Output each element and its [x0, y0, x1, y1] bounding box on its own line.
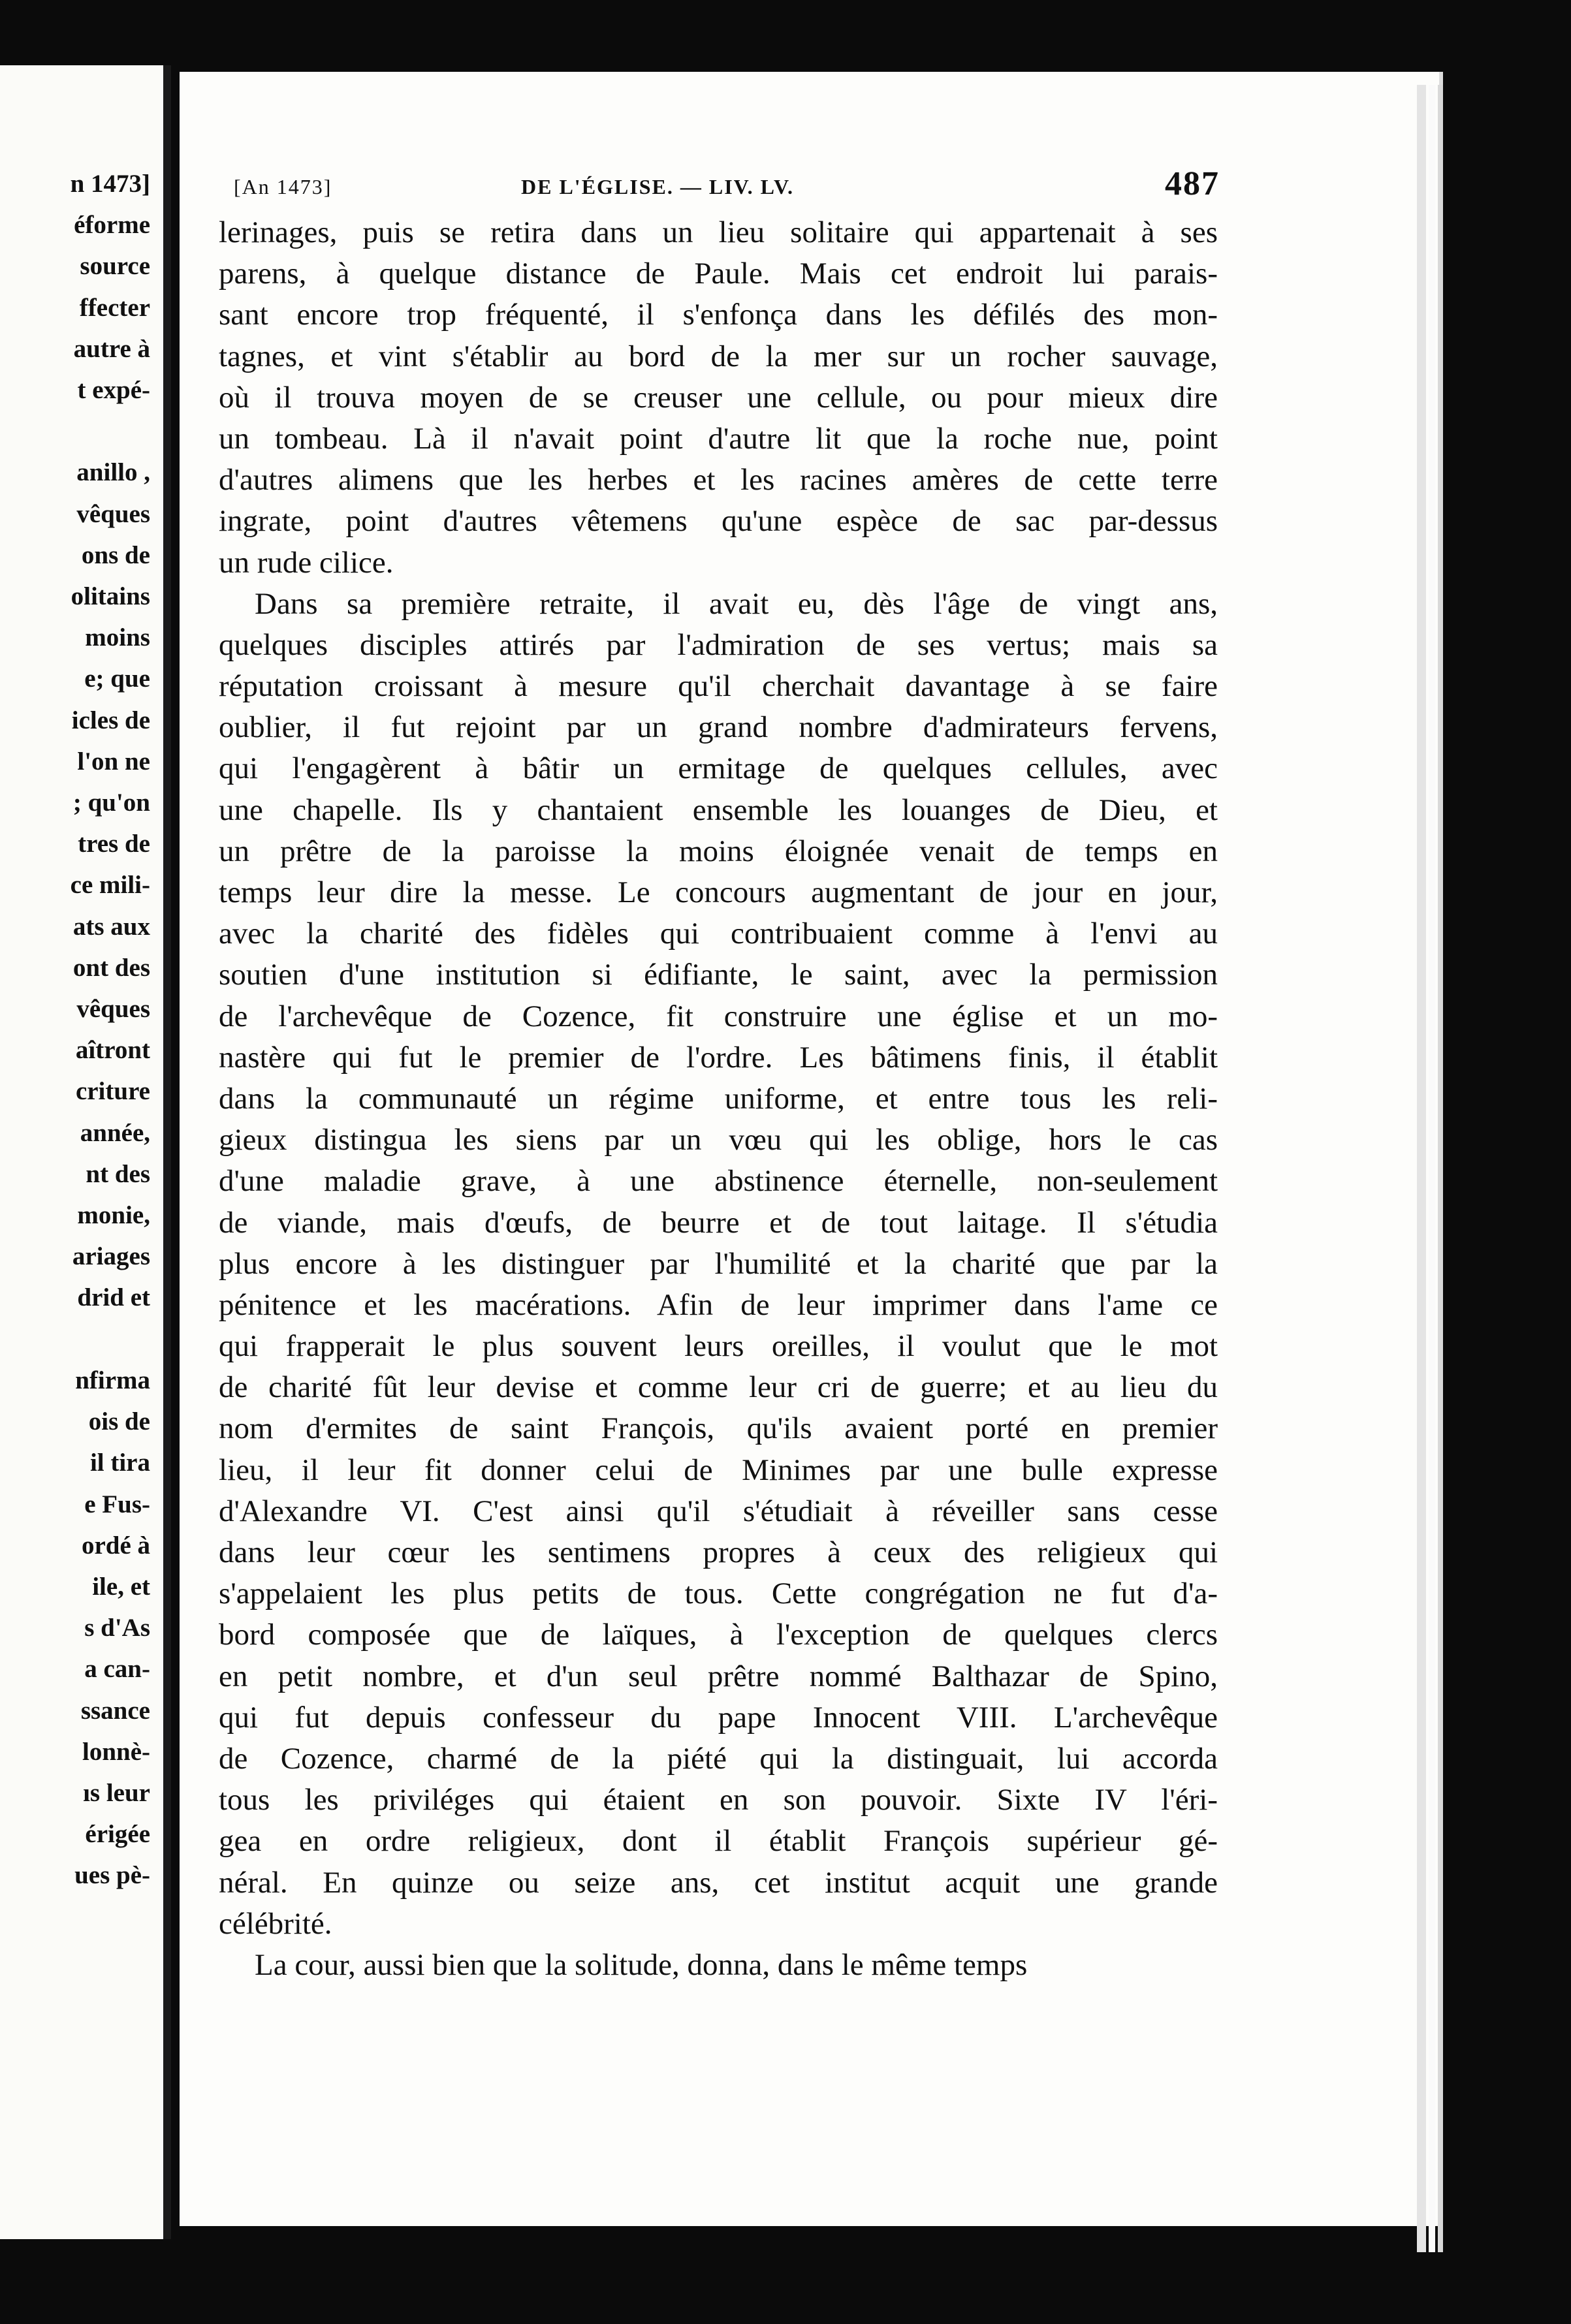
left-page-line: ois de	[88, 1407, 150, 1436]
left-page-line: n 1473]	[70, 170, 150, 198]
body-line: de charité fût leur devise et comme leur cri de guerre; et au lieu du	[219, 1370, 1218, 1405]
left-page-line: icles de	[71, 706, 150, 734]
body-line: Dans sa première retraite, il avait eu, dès l'âge de vingt ans,	[255, 586, 1218, 621]
left-page-line: source	[80, 252, 150, 281]
left-page-line: ffecter	[79, 293, 150, 322]
left-page-line: monie,	[77, 1201, 150, 1230]
page-edge	[1417, 85, 1426, 2252]
body-line: un prêtre de la paroisse la moins éloignée venait de temps en	[219, 834, 1218, 868]
body-line: d'autres alimens que les herbes et les racines amères de cette terre	[219, 463, 1218, 497]
body-line: réputation croissant à mesure qu'il cherchait davantage à se faire	[219, 669, 1218, 704]
body-line: soutien d'une institution si édifiante, le saint, avec la permission	[219, 958, 1218, 992]
left-page-line: lonnè-	[82, 1737, 150, 1766]
left-page-line: e; que	[84, 665, 150, 693]
left-page-line: autre à	[73, 334, 150, 363]
body-line: nastère qui fut le premier de l'ordre. Les bâtimens finis, il établit	[219, 1040, 1218, 1075]
left-page-line: ile, et	[92, 1572, 150, 1601]
body-line: lerinages, puis se retira dans un lieu solitaire qui appartenait à ses	[219, 215, 1218, 249]
left-page-line: criture	[75, 1077, 150, 1106]
page-number: 487	[1165, 165, 1220, 202]
body-line: ingrate, point d'autres vêtemens qu'une espèce de sac par-dessus	[219, 504, 1218, 539]
left-page-fragment	[0, 65, 171, 2239]
running-head-title: DE L'ÉGLISE. — LIV. LV.	[521, 175, 795, 198]
body-line: La cour, aussi bien que la solitude, donna, dans le même temps	[255, 1947, 1028, 1982]
body-line: qui l'engagèrent à bâtir un ermitage de quelques cellules, avec	[219, 751, 1218, 786]
body-line: de Cozence, charmé de la piété qui la distinguait, lui accorda	[219, 1741, 1218, 1776]
left-page-line: éforme	[74, 211, 150, 240]
body-line: qui frapperait le plus souvent leurs oreilles, il voulut que le mot	[219, 1329, 1218, 1364]
left-page-line: ont des	[72, 953, 150, 982]
body-line: tous les priviléges qui étaient en son pouvoir. Sixte IV l'éri-	[219, 1783, 1218, 1817]
body-line: en petit nombre, et d'un seul prêtre nommé Balthazar de Spino,	[219, 1659, 1218, 1693]
left-page-line: a can-	[84, 1655, 150, 1684]
body-line: temps leur dire la messe. Le concours augmentant de jour en jour,	[219, 875, 1218, 909]
left-page-line: drid et	[77, 1283, 150, 1312]
body-line: de viande, mais d'œufs, de beurre et de tout laitage. Il s'étudia	[219, 1205, 1218, 1240]
left-page-line: ats aux	[72, 912, 150, 941]
body-line: lieu, il leur fit donner celui de Minimes par une bulle expresse	[219, 1452, 1218, 1487]
body-line: dans la communauté un régime uniforme, et entre tous les reli-	[219, 1081, 1218, 1116]
body-line: célébrité.	[219, 1906, 332, 1941]
body-line: un rude cilice.	[219, 545, 394, 580]
body-line: dans leur cœur les sentimens propres à ceux des religieux qui	[219, 1535, 1218, 1569]
body-line: qui fut depuis confesseur du pape Innocent VIII. L'archevêque	[219, 1700, 1218, 1735]
left-page-line: e Fus-	[84, 1490, 150, 1518]
left-page-line: nt des	[86, 1159, 150, 1188]
left-page-line: aîtront	[75, 1036, 150, 1065]
page-edge	[1429, 85, 1435, 2252]
body-line: quelques disciples attirés par l'admiration de ses vertus; mais sa	[219, 627, 1218, 662]
body-line: pénitence et les macérations. Afin de leur imprimer dans l'ame ce	[219, 1287, 1218, 1322]
left-page-line: vêques	[76, 995, 150, 1024]
body-line: où il trouva moyen de se creuser une cellule, ou pour mieux dire	[219, 380, 1218, 415]
left-page-line: vêques	[76, 499, 150, 528]
body-line: nom d'ermites de saint François, qu'ils avaient porté en premier	[219, 1411, 1218, 1446]
left-page-line: ıs leur	[83, 1778, 150, 1807]
body-line: tagnes, et vint s'établir au bord de la mer sur un rocher sauvage,	[219, 339, 1218, 373]
body-line: gieux distingua les siens par un vœu qui les oblige, hors le cas	[219, 1123, 1218, 1157]
running-head-year: [An 1473]	[234, 175, 332, 198]
left-page-line: nfirma	[75, 1366, 150, 1394]
left-page-line	[0, 1319, 150, 1360]
body-line: néral. En quinze ou seize ans, cet institut acquit une grande	[219, 1865, 1218, 1900]
body-line: plus encore à les distinguer par l'humilité et la charité que par la	[219, 1246, 1218, 1281]
body-line: avec la charité des fidèles qui contribuaient comme à l'envi au	[219, 917, 1218, 951]
body-line: d'Alexandre VI. C'est ainsi qu'il s'étudiait à réveiller sans cesse	[219, 1494, 1218, 1528]
left-page-line: ce mili-	[70, 871, 150, 900]
body-line: de l'archevêque de Cozence, fit construire une église et un mo-	[219, 999, 1218, 1033]
left-page-line	[0, 411, 150, 452]
page-edge	[1438, 85, 1443, 2252]
running-head	[234, 165, 1220, 209]
left-page-line: ; qu'on	[72, 789, 150, 817]
left-page-line: année,	[80, 1118, 150, 1147]
left-page-line: ons de	[81, 541, 150, 569]
body-line: un tombeau. Là il n'avait point d'autre lit que la roche nue, point	[219, 421, 1218, 456]
left-page-line: ordé à	[81, 1531, 150, 1560]
left-page-line: tres de	[78, 830, 150, 858]
left-page-line: érigée	[85, 1820, 150, 1849]
left-page-line: il tira	[89, 1449, 150, 1477]
left-page-line: ues pè-	[74, 1861, 150, 1890]
body-line: d'une maladie grave, à une abstinence éternelle, non-seulement	[219, 1164, 1218, 1199]
body-line: gea en ordre religieux, dont il établit François supérieur gé-	[219, 1824, 1218, 1859]
body-line: bord composée que de laïques, à l'exception de quelques clercs	[219, 1618, 1218, 1652]
left-page-line: l'on ne	[77, 747, 150, 776]
left-page-line: olitains	[71, 582, 150, 611]
body-line: une chapelle. Ils y chantaient ensemble les louanges de Dieu, et	[219, 793, 1218, 827]
left-page-line: anillo ,	[76, 458, 150, 487]
left-page-line: t expé-	[77, 376, 150, 405]
left-page-line: moins	[85, 623, 150, 652]
body-line: sant encore trop fréquenté, il s'enfonça dans les défilés des mon-	[219, 298, 1218, 332]
left-page-text	[0, 163, 150, 1896]
body-line: oublier, il fut rejoint par un grand nombre d'admirateurs fervens,	[219, 710, 1218, 745]
left-page-line: ariages	[72, 1242, 150, 1271]
body-text	[219, 212, 1218, 1986]
body-line: parens, à quelque distance de Paule. Mais cet endroit lui parais-	[219, 257, 1218, 291]
left-page-line: ssance	[80, 1696, 150, 1725]
body-line: s'appelaient les plus petits de tous. Cette congrégation ne fut d'a-	[219, 1577, 1218, 1611]
left-page-line: s d'As	[84, 1614, 150, 1642]
